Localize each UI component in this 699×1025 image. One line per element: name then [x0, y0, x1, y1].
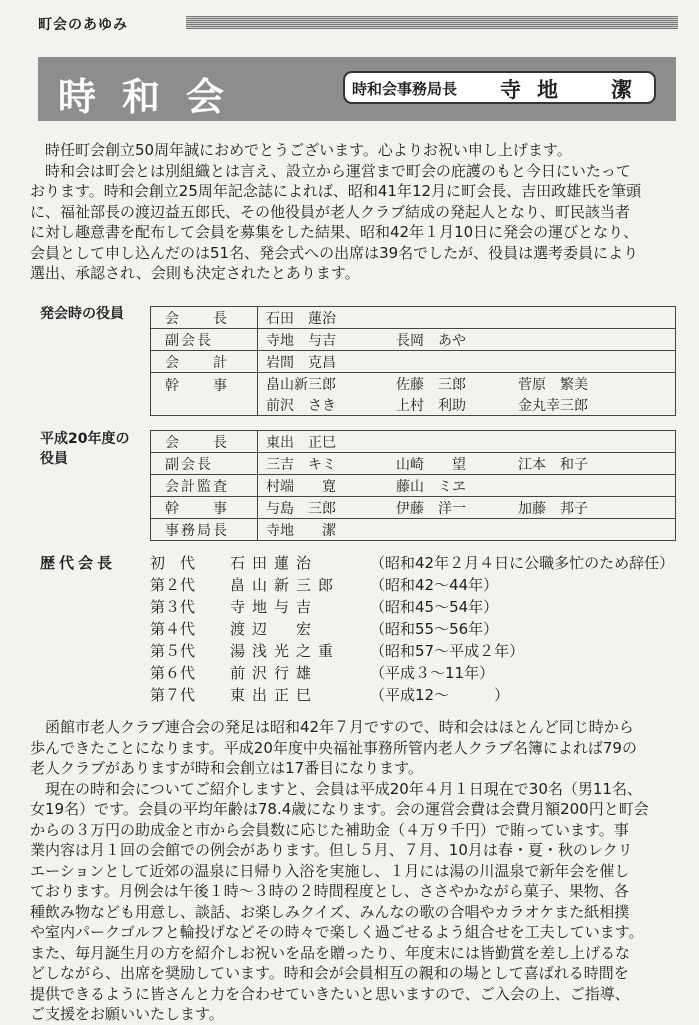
text-line: 会員として申し込んだのは51名、発会式への出席は39名でしたが、役員は選考委員により — [30, 243, 639, 262]
text-line: 業内容は月１回の会館での例会があります。但し５月、７月、10月は春・夏・秋のレクリ — [30, 841, 633, 859]
text-line: 時和会は町会とは別組織とは言え、設立から運営まで町会の庇護のもと今日にいたって — [30, 161, 631, 180]
text-line: どしながら、出席を奨励しています。時和会が会員相互の親和の場として喜ばれる時間を — [30, 964, 629, 982]
past-presidents-heading: 歴代会長 — [40, 554, 117, 572]
text-line: や室内パークゴルフと輪投げなどその時々で楽しく過ごせるよう組合せを工夫しています。 — [30, 923, 644, 941]
officer-name: 村端 寛 — [266, 479, 336, 495]
president-generation: 第６代 — [150, 664, 196, 682]
president-term: （平成12～ ） — [370, 686, 510, 704]
table-row — [151, 431, 676, 453]
intro-paragraph — [30, 140, 680, 284]
author-name: 寺地 潔 — [500, 78, 648, 102]
officer-name: 金丸幸三郎 — [518, 398, 588, 414]
president-name: 寺地与吉 — [230, 598, 319, 616]
officer-name: 伊藤 洋一 — [396, 501, 466, 517]
officer-role: 幹 事 — [151, 373, 258, 416]
officer-name: 岩間 克昌 — [266, 355, 336, 371]
officer-names-cell — [258, 373, 676, 395]
body-paragraph — [30, 717, 680, 1025]
president-name: 渡辺 宏 — [230, 620, 319, 638]
officer-names-cell — [258, 329, 676, 351]
author-role: 時和会事務局長 — [352, 80, 458, 98]
president-generation: 第４代 — [150, 620, 196, 638]
officer-name: 畠山新三郎 — [266, 377, 336, 393]
officer-name: 石田 蓮治 — [266, 311, 336, 327]
president-term: （昭和42年２月４日に公職多忙のため辞任） — [370, 554, 675, 572]
president-name: 畠山新三郎 — [230, 576, 341, 594]
current-officers-table — [150, 430, 676, 541]
officer-role: 会 長 — [151, 307, 258, 329]
text-line: 女19名）です。会員の平均年齢は78.4歳になります。会の運営会費は会費月額200円と町会 — [30, 800, 649, 818]
president-name: 湯浅光之重 — [230, 642, 341, 660]
president-term: （昭和45～54年） — [370, 598, 499, 616]
table-row — [151, 329, 676, 351]
president-name: 前沢行雄 — [230, 664, 319, 682]
president-term: （昭和42～44年） — [370, 576, 499, 594]
officer-name: 寺地 与吉 — [266, 333, 336, 349]
table-row — [151, 307, 676, 329]
current-officers-heading: 平成20年度の — [40, 431, 130, 447]
officer-name: 東出 正巳 — [266, 435, 336, 451]
officer-name: 加藤 邦子 — [518, 501, 588, 517]
table-row — [151, 373, 676, 395]
officer-names-cell — [258, 475, 676, 497]
president-name: 東出正巳 — [230, 686, 319, 704]
text-line: ております。月例会は午後１時～３時の２時間程度とし、ささやかながら菓子、果物、各 — [30, 882, 629, 900]
text-line: 現在の時和会についてご紹介しますと、会員は平成20年４月１日現在で30名（男11名、 — [30, 779, 642, 798]
founding-officers-table — [150, 306, 676, 416]
founding-officers-heading: 発会時の役員 — [40, 306, 124, 322]
officer-role: 会計監査 — [151, 475, 258, 497]
officer-names-cell — [258, 307, 676, 329]
president-generation: 第７代 — [150, 686, 196, 704]
officer-role: 幹 事 — [151, 497, 258, 519]
officer-names-cell — [258, 351, 676, 373]
text-line: ご支援をお願いいたします。 — [30, 1005, 224, 1023]
table-row — [151, 453, 676, 475]
officer-role: 事務局長 — [151, 519, 258, 541]
officer-name: 寺地 潔 — [266, 523, 336, 539]
officer-name: 佐藤 三郎 — [396, 377, 466, 393]
officer-name: 藤山 ミヱ — [396, 479, 466, 495]
text-line: 老人クラブがありますが時和会創立は17番目になります。 — [30, 759, 423, 777]
section-rule — [186, 16, 678, 29]
officer-name: 江本 和子 — [518, 457, 588, 473]
text-line: また、毎月誕生月の方を紹介しお祝いを品を贈ったり、年度末には皆勤賞を差し上げるな — [30, 943, 631, 962]
text-line: 時任町会創立50周年誠におめでとうございます。心よりお祝い申し上げます。 — [30, 141, 572, 159]
officer-names-cell — [258, 497, 676, 519]
officer-name: 山崎 望 — [396, 457, 466, 473]
officer-names-cell — [258, 453, 676, 475]
president-term: （平成３～11年） — [370, 664, 495, 682]
officer-role: 副会長 — [151, 329, 258, 351]
officer-names-cell — [258, 431, 676, 453]
president-term: （昭和55～56年） — [370, 620, 499, 638]
table-row — [151, 351, 676, 373]
officer-role: 副会長 — [151, 453, 258, 475]
officer-role: 会 長 — [151, 431, 258, 453]
officer-names-cell — [258, 394, 676, 416]
president-generation: 初 代 — [150, 554, 196, 572]
text-line: 函館市老人クラブ連合会の発足は昭和42年７月ですので、時和会はほとんど同じ時から — [30, 718, 634, 736]
president-term: （昭和57～平成２年） — [370, 642, 525, 660]
officer-name: 前沢 さき — [266, 398, 336, 414]
text-line: おります。時和会創立25周年記念誌によれば、昭和41年12月に町会長、吉田政雄氏を筆頭 — [30, 182, 642, 200]
text-line: に対し趣意書を配布して会員を募集をした結果、昭和42年１月10日に発会の運びとなり、 — [30, 223, 639, 241]
officer-name: 長岡 あや — [396, 333, 466, 349]
table-row — [151, 497, 676, 519]
text-line: 種飲み物なども用意し、談話、お楽しみクイズ、みんなの歌の合唱やカラオケまた紙相撲 — [30, 902, 630, 921]
text-line: からの３万円の助成金と市から会員数に応じた補助金（４万９千円）で賄っています。事 — [30, 820, 629, 839]
text-line: 歩んできたことになります。平成20年度中央福祉事務所管内老人クラブ名簿によれば79の — [30, 738, 637, 757]
officer-name: 菅原 繁美 — [518, 377, 588, 393]
section-label: 町会のあゆみ — [38, 17, 128, 33]
table-row — [151, 475, 676, 497]
officer-name: 与島 三郎 — [266, 501, 336, 517]
president-generation: 第５代 — [150, 642, 196, 660]
officer-names-cell — [258, 519, 676, 541]
page-title: 時和会 — [58, 75, 251, 119]
text-line: 提供できるように皆さんと力を合わせていきたいと思いますので、ご入会の上、ご指導、 — [30, 984, 630, 1003]
text-line: に、福祉部長の渡辺益五郎氏、その他役員が老人クラブ結成の発起人となり、町民該当者 — [30, 202, 631, 221]
officer-role: 会 計 — [151, 351, 258, 373]
president-generation: 第３代 — [150, 598, 196, 616]
table-row — [151, 519, 676, 541]
current-officers-heading-2: 役員 — [40, 451, 68, 467]
officer-name: 三吉 キミ — [266, 457, 336, 473]
officer-name: 上村 利助 — [396, 398, 466, 414]
president-name: 石田蓮治 — [230, 554, 319, 572]
text-line: 選出、承認され、会則も決定されたとあります。 — [30, 264, 360, 282]
president-generation: 第２代 — [150, 576, 196, 594]
text-line: エーションとして近郊の温泉に日帰り入浴を実施し、１月には湯の川温泉で新年会を催し — [30, 861, 630, 880]
